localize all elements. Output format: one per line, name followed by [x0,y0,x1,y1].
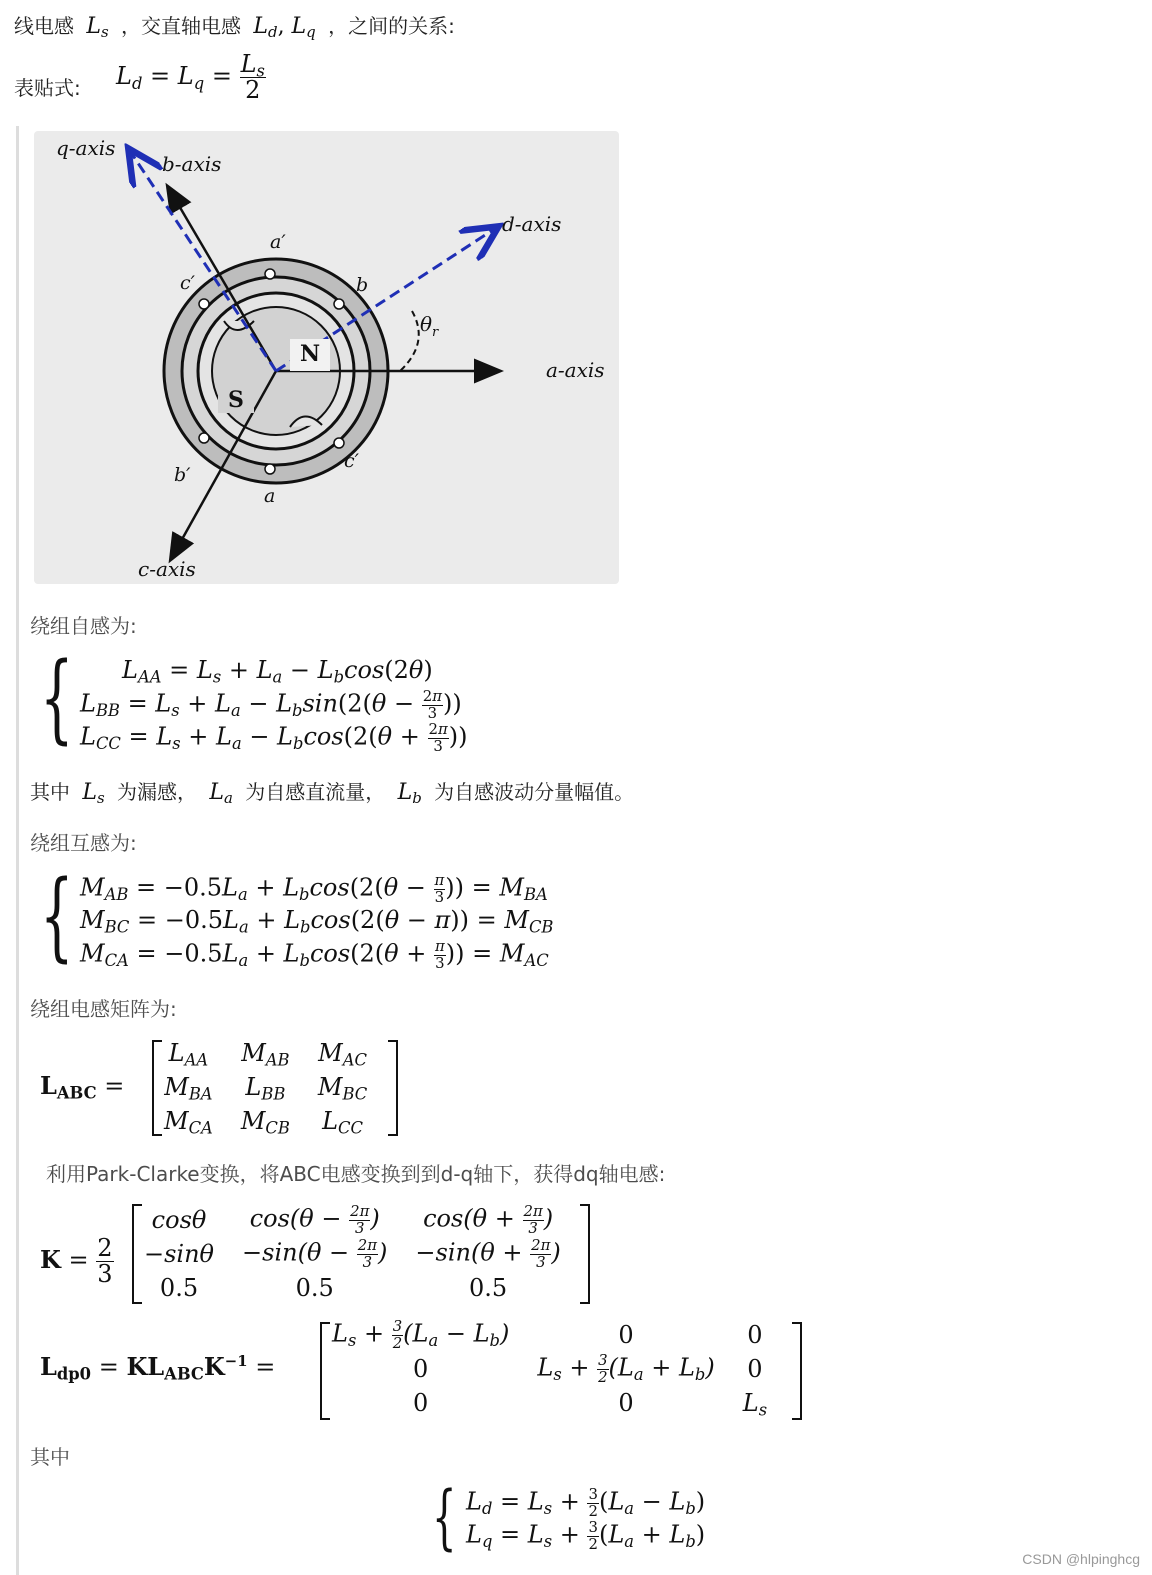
svg-text:θr [420,312,439,340]
where-text-4: 为自感波动分量幅值。 [434,780,635,804]
coil-c-prime-right-label: c′ [344,450,359,472]
eq-LBB: $L_{BB} = L_s + L_a - L_b\sin(2(\theta$ − $\frac{2\pi}{3}$ )) [80,687,462,722]
brace-final: { [432,1476,457,1558]
K-matrix: cosθ cos(θ − $\frac{2\pi}{3}$ ) cos(θ + $\frac{2\pi}{3}$ ) −sinθ −sin(θ − $\frac{2\pi}{3}$ ) −sin(θ + $\frac{2\pi}{3}$ ) 0.5 0.5 0.5 [144,1201,561,1302]
eq-Ld-final: $L_d = L_s$ + $\frac{3}{2}$ $(L_a - L_b)$ [466,1485,706,1520]
brace-mutual: { [40,860,74,972]
eq-MBC: $M_{BC} = -0.5L_a + L_b\cos(2(\theta - \pi)) = M_{CB}$ [80,906,554,937]
eq-Lq-final: $L_q = L_s$ + $\frac{3}{2}$ $(L_a + L_b)$ [466,1518,706,1553]
intro-line [14,10,455,42]
L-dq0-matrix: $L_s$ + $\frac{3}{2}$ $(L_a - L_b)$ 0 0 0 $L_s$ + $\frac{3}{2}$ $(L_a + L_b)$ 0 0 0 $L_s$ [332,1316,768,1420]
where-text-2: 为漏感， [117,780,198,804]
eq-LAA: $L_{AA} = L_s + L_a - L_b\cos(2\theta)$ [122,656,433,687]
self-inductance-explanation: 其中 $L_s$ 为漏感， $L_a$ 为自感直流量， $L_b$ 为自感波动分量幅值。 [30,780,635,808]
where-text-1: 其中 [30,780,70,804]
c-axis-label: c-axis [138,557,196,581]
coil-b-prime-label: b′ [174,464,191,486]
d-axis-label: d-axis [502,212,562,236]
intro-text-2: ，交直轴电感 [121,14,242,38]
L-dq0-symbol: $L_{dp0} = KL_{ABC}K^{-1}$ = [40,1352,276,1384]
pmsm-axes-figure [34,131,619,584]
intro-text-1: 线电感 [14,14,74,38]
a-axis-label: a-axis [546,358,605,382]
surface-mount-label: 表贴式: [14,76,81,100]
park-clarke-text: 利用Park-Clarke变换，将ABC电感变换到到d-q轴下，获得dq轴电感: [46,1162,666,1186]
mutual-inductance-title: 绕组互感为: [30,831,137,855]
watermark: CSDN @hlpinghcg [1022,1551,1140,1567]
L-ABC-matrix: $L_{AA}$ $M_{AB}$ $M_{AC}$ $M_{BA}$ $L_{BB}$ $M_{BC}$ $M_{CA}$ $M_{CB}$ $L_{CC}$ [164,1039,368,1138]
theta-label: θ [420,312,433,336]
intro-text-3: ，之间的关系: [328,14,455,38]
q-axis-label: q-axis [56,136,116,160]
motor-diagram [34,131,619,584]
L-ABC-symbol: $L_{ABC}$ = [40,1071,125,1103]
quote-bar [16,126,19,1575]
surface-mount-equation: $L_d = L_q$ = $\frac{L_s}{2}$ [116,50,265,105]
eq-MCA: $M_{CA} = -0.5L_a + L_b\cos(2(\theta$ + $\frac{\pi}{3}$ )) = $M_{AC}$ [80,937,549,972]
math-Ls: $L_s$ [86,14,109,42]
theta-sub-label: r [432,325,439,340]
eq-MAB: $M_{AB} = -0.5L_a + L_b\cos(2(\theta$ − $\frac{\pi}{3}$ )) = $M_{BA}$ [80,871,548,906]
brace-self: { [40,642,74,754]
math-Ld-Lq: $L_d$, $L_q$ [253,14,316,42]
coil-b-label: b [356,274,369,296]
south-pole-label: S [228,387,244,413]
where-title-2: 其中 [30,1445,70,1469]
matrix-title: 绕组电感矩阵为: [30,997,177,1021]
svg-text:q-axis [56,136,115,160]
K-symbol: K = $\frac{2}{3}$ [40,1234,113,1289]
north-pole-label: N [300,341,321,367]
coil-c-prime-left-label: c′ [180,272,195,294]
coil-a-prime-label: a′ [270,231,286,253]
where-text-3: 为自感直流量， [245,780,386,804]
eq-LCC: $L_{CC} = L_s + L_a - L_b\cos(2(\theta$ + $\frac{2\pi}{3}$ )) [80,720,468,755]
self-inductance-title: 绕组自感为: [30,614,137,638]
coil-a-label: a [264,485,276,507]
theta-arc [400,311,419,371]
b-axis-label: b-axis [162,152,222,176]
